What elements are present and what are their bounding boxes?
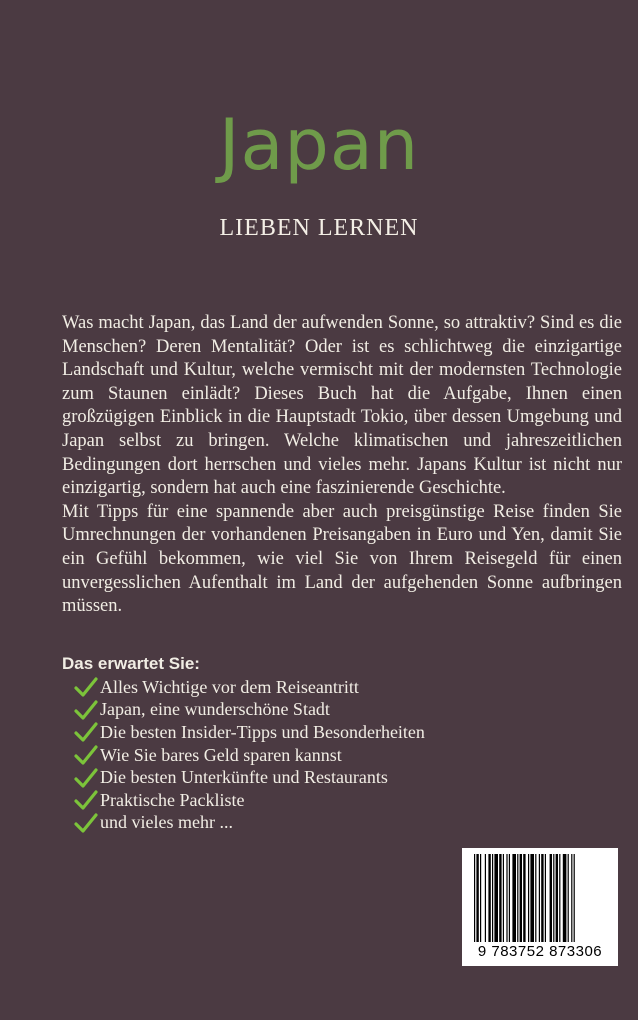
barcode-stripe — [556, 854, 558, 942]
book-title: Japan — [218, 104, 420, 186]
features-heading: Das erwartet Sie: — [62, 654, 200, 673]
list-item-label: Die besten Unterkünfte und Restaurants — [100, 767, 388, 788]
barcode-stripe — [480, 854, 481, 942]
barcode — [462, 848, 618, 966]
isbn-number: 9 783752 873306 — [477, 943, 603, 960]
barcode-stripe — [474, 854, 475, 942]
barcode-stripe — [571, 854, 572, 942]
description-paragraph-2: Mit Tipps für eine spannende aber auch preisgünstige Reise finden Sie Umrechnungen der vorhandenen Preisangaben in Euro und Yen, damit Sie ein Gefühl bekommen, wie viel Sie von Ihrem Reisegeld für einen unvergesslichen Aufenthalt im Land der aufgehenden Sonne aufbringen müssen. — [62, 501, 622, 617]
barcode-stripe — [523, 854, 525, 942]
list-item-label: Wie Sie bares Geld sparen kannst — [100, 744, 342, 765]
checkmark-icon — [74, 789, 98, 811]
checkmark-icon — [74, 744, 98, 766]
checkmark-icon — [74, 767, 98, 789]
barcode-stripe — [568, 854, 569, 942]
barcode-stripe — [553, 854, 554, 942]
description-paragraph-1: Was macht Japan, das Land der aufwenden Sonne, so attraktiv? Sind es die Menschen? Deren Mentalität? Oder ist es schlichtweg die einzigartige Landschaft und Kultur, welche vermischt mit der modernsten Technologie zum Staunen einlädt? Dieses Buch hat die Aufgabe, Ihnen einen großzügigen Einblick in die Hauptstadt Tokio, über dessen Umgebung und Japan selbst zu bringen. Welche klimatischen und jahreszeitlichen Bedingungen dort herrschen und vieles mehr. Japans Kultur ist nicht nur einzigartig, sondern hat auch eine faszinierende Geschichte. — [62, 313, 622, 499]
features-list — [74, 676, 425, 834]
barcode-stripe — [488, 854, 490, 942]
barcode-stripe — [485, 854, 486, 942]
barcode-bars-icon — [474, 854, 606, 942]
barcode-stripe — [506, 854, 507, 942]
barcode-stripe — [539, 854, 540, 942]
checkmark-icon — [74, 721, 98, 743]
barcode-stripe — [528, 854, 529, 942]
list-item-label: und vieles mehr ... — [100, 812, 233, 833]
list-item — [74, 744, 425, 767]
barcode-stripe — [517, 854, 518, 942]
barcode-stripe — [476, 854, 478, 942]
list-item-label: Japan, eine wunderschöne Stadt — [100, 699, 330, 720]
barcode-stripe — [563, 854, 567, 942]
checkmark-icon — [74, 676, 98, 698]
barcode-stripe — [574, 854, 575, 942]
barcode-stripe — [503, 854, 504, 942]
barcode-stripe — [509, 854, 510, 942]
list-item — [74, 721, 425, 744]
barcode-stripe — [545, 854, 546, 942]
barcode-stripe — [530, 854, 534, 942]
barcode-stripe — [512, 854, 516, 942]
list-item — [74, 789, 425, 812]
list-item — [74, 766, 425, 789]
barcode-stripe — [541, 854, 543, 942]
checkmark-icon — [74, 812, 98, 834]
list-item — [74, 676, 425, 699]
barcode-stripe — [535, 854, 536, 942]
barcode-stripe — [494, 854, 498, 942]
book-subtitle: LIEBEN LERNEN — [219, 215, 419, 241]
list-item — [74, 812, 425, 835]
checkmark-icon — [74, 699, 98, 721]
barcode-stripe — [559, 854, 560, 942]
list-item-label: Alles Wichtige vor dem Reiseantritt — [100, 676, 359, 697]
list-item-label: Die besten Insider-Tipps und Besonderheiten — [100, 721, 425, 742]
description — [62, 312, 622, 619]
barcode-stripe — [520, 854, 522, 942]
barcode-stripe — [492, 854, 493, 942]
barcode-stripe — [499, 854, 501, 942]
barcode-stripe — [550, 854, 552, 942]
list-item — [74, 699, 425, 722]
list-item-label: Praktische Packliste — [100, 789, 245, 810]
